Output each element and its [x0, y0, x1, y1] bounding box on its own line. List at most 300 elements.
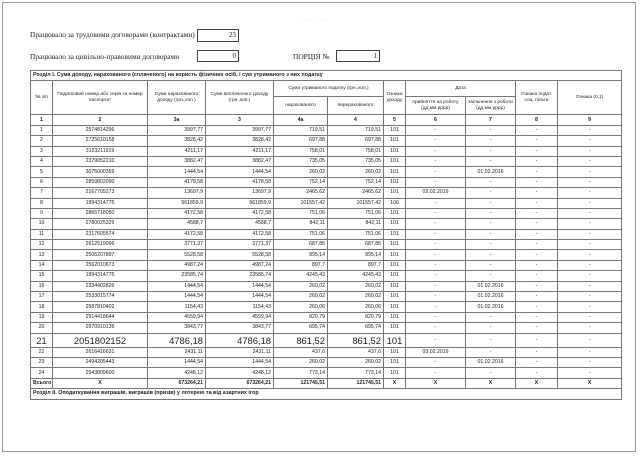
- hire-date: -: [406, 208, 466, 218]
- paid-income: 1444,54: [206, 281, 274, 291]
- dismiss-date: -: [466, 136, 516, 146]
- withheld-transferred: 260,02: [328, 281, 384, 291]
- tax-id: 1894314775: [53, 198, 148, 208]
- table-row: [31, 188, 622, 198]
- tax-id: 2334402826: [53, 281, 148, 291]
- paid-income: 4987,24: [206, 260, 274, 270]
- paid-income: 1444,54: [206, 292, 274, 302]
- privilege: -: [516, 177, 558, 187]
- income-table: [30, 70, 622, 400]
- privilege: -: [516, 323, 558, 333]
- paid-income: 3997,77: [206, 125, 274, 135]
- tax-id: 2612519096: [53, 240, 148, 250]
- total-label: Всього: [31, 378, 53, 388]
- table-row: [31, 292, 622, 302]
- column-number: 6: [406, 115, 466, 125]
- accrued-income: 4172,58: [148, 229, 206, 239]
- withheld-accrued: 687,85: [274, 240, 328, 250]
- hire-date: -: [406, 146, 466, 156]
- withheld-accrued: 751,06: [274, 208, 328, 218]
- accrued-income: 2431,11: [148, 347, 206, 357]
- withheld-transferred: 260,02: [328, 292, 384, 302]
- dismiss-date: -: [466, 271, 516, 281]
- withheld-accrued: 751,06: [274, 229, 328, 239]
- hire-date: -: [406, 312, 466, 322]
- row-number: 18: [31, 302, 53, 312]
- accrued-income: 3771,37: [148, 240, 206, 250]
- row-number: 14: [31, 260, 53, 270]
- income-sign: 101: [384, 323, 406, 333]
- row-number: 22: [31, 347, 53, 357]
- header-income-sign: Ознака доходу: [384, 81, 406, 115]
- withheld-transferred: 687,85: [328, 240, 384, 250]
- hire-date: -: [406, 260, 466, 270]
- withheld-accrued: 260,02: [274, 167, 328, 177]
- sign: -: [558, 146, 622, 156]
- column-number: 5: [384, 115, 406, 125]
- hire-date: -: [406, 156, 466, 166]
- withheld-transferred: 695,74: [328, 323, 384, 333]
- header-hire-date: прийняття на роботу (дд.мм.рррр): [406, 97, 466, 115]
- hire-date: -: [406, 177, 466, 187]
- tax-id: 2725610158: [53, 136, 148, 146]
- accrued-income: 1154,43: [148, 302, 206, 312]
- table-row: [31, 347, 622, 357]
- total-withheld-accrued: 121745,51: [274, 378, 328, 388]
- header-no: № з/п: [31, 81, 53, 115]
- paid-income: 3828,42: [206, 136, 274, 146]
- income-sign: 101: [384, 357, 406, 367]
- income-sign: 101: [384, 312, 406, 322]
- privilege: -: [516, 250, 558, 260]
- hire-date: -: [406, 167, 466, 177]
- privilege: -: [516, 292, 558, 302]
- tax-id: 2051802152: [53, 333, 148, 347]
- row-number: 3: [31, 146, 53, 156]
- table-row: [31, 167, 622, 177]
- paid-income: 4248,12: [206, 368, 274, 378]
- column-number: 2: [53, 115, 148, 125]
- dismiss-date: -: [466, 188, 516, 198]
- table-row: [31, 208, 622, 218]
- header-tax-id: Податковий номер або серія та номер паспорта*: [53, 81, 148, 115]
- accrued-income: 4987,24: [148, 260, 206, 270]
- accrued-income: 3997,77: [148, 125, 206, 135]
- sign: -: [558, 188, 622, 198]
- hire-date: -: [406, 271, 466, 281]
- worked-civil-value: 0: [197, 50, 239, 62]
- table-row: [31, 333, 622, 347]
- row-number: 10: [31, 219, 53, 229]
- tax-id: 2494205443: [53, 357, 148, 367]
- withheld-transferred: 751,06: [328, 208, 384, 218]
- privilege: -: [516, 281, 558, 291]
- header-paid-income: Сума виплаченого доходу (грн.,коп.): [206, 81, 274, 115]
- withheld-accrued: 697,88: [274, 136, 328, 146]
- dismiss-date: -: [466, 260, 516, 270]
- tax-id: 2574814296: [53, 125, 148, 135]
- withheld-accrued: 260,02: [274, 292, 328, 302]
- table-row: [31, 198, 622, 208]
- row-number: 23: [31, 357, 53, 367]
- withheld-transferred: 260,02: [328, 167, 384, 177]
- dismiss-date: -: [466, 125, 516, 135]
- income-sign: 101: [384, 146, 406, 156]
- dismiss-date: -: [466, 323, 516, 333]
- accrued-income: 4559,94: [148, 312, 206, 322]
- row-number: 16: [31, 281, 53, 291]
- privilege: -: [516, 357, 558, 367]
- table-row: [31, 136, 622, 146]
- sign: -: [558, 219, 622, 229]
- withheld-accrued: 719,51: [274, 125, 328, 135]
- dismiss-date: -: [466, 347, 516, 357]
- hire-date: -: [406, 292, 466, 302]
- income-sign: 101: [384, 250, 406, 260]
- sign: -: [558, 177, 622, 187]
- withheld-accrued: 752,14: [274, 177, 328, 187]
- accrued-income: 4172,58: [148, 208, 206, 218]
- sign: -: [558, 156, 622, 166]
- income-sign: 101: [384, 302, 406, 312]
- sign: -: [558, 368, 622, 378]
- tax-id: 2865718050: [53, 208, 148, 218]
- dismiss-date: 01.02.2016: [466, 302, 516, 312]
- tax-id: 2317605574: [53, 229, 148, 239]
- income-sign: 101: [384, 188, 406, 198]
- sign: -: [558, 271, 622, 281]
- dismiss-date: -: [466, 333, 516, 347]
- withheld-transferred: 719,51: [328, 125, 384, 135]
- hire-date: -: [406, 219, 466, 229]
- section-1-title: Розділ I. Сума доходу, нарахованого (сплаченого) на користь фізичних осіб, і сум утриманого з них податку: [31, 71, 622, 81]
- income-sign: 101: [384, 260, 406, 270]
- income-sign: 101: [384, 136, 406, 146]
- paid-income: 13697,9: [206, 188, 274, 198]
- row-number: 1: [31, 125, 53, 135]
- tax-id: 2914418644: [53, 312, 148, 322]
- withheld-accrued: 735,05: [274, 156, 328, 166]
- column-number: 8: [516, 115, 558, 125]
- sign: -: [558, 229, 622, 239]
- tax-id: 3123211919: [53, 146, 148, 156]
- accrued-income: 3843,77: [148, 323, 206, 333]
- dismiss-date: -: [466, 146, 516, 156]
- paid-income: 3771,37: [206, 240, 274, 250]
- income-sign: 101: [384, 368, 406, 378]
- withheld-accrued: 820,79: [274, 312, 328, 322]
- hire-date: 03.02.2016: [406, 347, 466, 357]
- privilege: -: [516, 302, 558, 312]
- sign: -: [558, 136, 622, 146]
- tax-id: 2167705273: [53, 188, 148, 198]
- table-row: [31, 260, 622, 270]
- privilege: -: [516, 219, 558, 229]
- hire-date: -: [406, 198, 466, 208]
- paid-income: 4211,17: [206, 146, 274, 156]
- withheld-transferred: 842,11: [328, 219, 384, 229]
- tax-id: 2616416631: [53, 347, 148, 357]
- privilege: -: [516, 125, 558, 135]
- total-withheld-transferred: 121745,51: [328, 378, 384, 388]
- income-sign: 101: [384, 281, 406, 291]
- withheld-accrued: 995,14: [274, 250, 328, 260]
- income-sign: 101: [384, 271, 406, 281]
- header-dismiss-date: звільнення з роботи (дд.мм.рррр): [466, 97, 516, 115]
- sign: -: [558, 240, 622, 250]
- hire-date: -: [406, 302, 466, 312]
- withheld-transferred: 897,7: [328, 260, 384, 270]
- sign: -: [558, 167, 622, 177]
- income-sign: 106: [384, 198, 406, 208]
- income-sign: 101: [384, 125, 406, 135]
- header-transferred: перерахованого: [328, 97, 384, 115]
- dismiss-date: -: [466, 177, 516, 187]
- paid-income: 1444,54: [206, 167, 274, 177]
- accrued-income: 4211,17: [148, 146, 206, 156]
- withheld-transferred: 735,05: [328, 156, 384, 166]
- paid-income: 3882,47: [206, 156, 274, 166]
- header-withheld-tax: Сума утриманого податку (грн.,коп.): [274, 81, 384, 97]
- withheld-transferred: 260,02: [328, 357, 384, 367]
- privilege: -: [516, 260, 558, 270]
- tax-id: 2970910136: [53, 323, 148, 333]
- withheld-transferred: 861,52: [328, 333, 384, 347]
- tax-id: 2587810402: [53, 302, 148, 312]
- privilege: -: [516, 198, 558, 208]
- income-sign: 101: [384, 292, 406, 302]
- sign: -: [558, 250, 622, 260]
- row-number: 6: [31, 177, 53, 187]
- dismiss-date: -: [466, 312, 516, 322]
- column-number: 3: [206, 115, 274, 125]
- portion-value: 1: [336, 50, 380, 62]
- privilege: -: [516, 156, 558, 166]
- withheld-accrued: 695,74: [274, 323, 328, 333]
- worked-contracts-label: Працювало за трудовими договорами (контрактами): [30, 30, 195, 39]
- section-2-title: Розділ II. Оподаткування виграшів, виграшів (призів) у лотерею та від азартних ігор: [31, 389, 622, 399]
- withheld-transferred: 995,14: [328, 250, 384, 260]
- total-paid-income: 673264,21: [206, 378, 274, 388]
- table-row: [31, 323, 622, 333]
- withheld-transferred: 4245,43: [328, 271, 384, 281]
- withheld-accrued: 437,6: [274, 347, 328, 357]
- column-number: 3а: [148, 115, 206, 125]
- withheld-accrued: 260,06: [274, 302, 328, 312]
- paid-income: 23585,74: [206, 271, 274, 281]
- hire-date: -: [406, 323, 466, 333]
- sign: -: [558, 357, 622, 367]
- hire-date: -: [406, 229, 466, 239]
- withheld-accrued: 4245,43: [274, 271, 328, 281]
- row-number: 17: [31, 292, 53, 302]
- accrued-income: 5528,58: [148, 250, 206, 260]
- table-row: [31, 368, 622, 378]
- accrued-income: 23585,74: [148, 271, 206, 281]
- accrued-income: 3828,42: [148, 136, 206, 146]
- privilege: -: [516, 271, 558, 281]
- table-row: [31, 281, 622, 291]
- paid-income: 561859,9: [206, 198, 274, 208]
- tax-id: 1894314775: [53, 271, 148, 281]
- tax-id: 2533015774: [53, 292, 148, 302]
- table-row: [31, 250, 622, 260]
- withheld-transferred: 697,88: [328, 136, 384, 146]
- income-sign: 101: [384, 167, 406, 177]
- hire-date: -: [406, 333, 466, 347]
- withheld-accrued: 260,02: [274, 357, 328, 367]
- paid-income: 4559,94: [206, 312, 274, 322]
- sign: -: [558, 281, 622, 291]
- row-number: 8: [31, 198, 53, 208]
- dismiss-date: -: [466, 368, 516, 378]
- table-row: [31, 357, 622, 367]
- income-sign: 101: [384, 240, 406, 250]
- dismiss-date: 01.02.2016: [466, 167, 516, 177]
- withheld-transferred: 752,14: [328, 177, 384, 187]
- privilege: -: [516, 368, 558, 378]
- accrued-income: 13697,9: [148, 188, 206, 198]
- table-row: [31, 302, 622, 312]
- accrued-income: 4588,7: [148, 219, 206, 229]
- income-sign: 101: [384, 333, 406, 347]
- dismiss-date: -: [466, 229, 516, 239]
- accrued-income: 1444,54: [148, 167, 206, 177]
- table-row: [31, 146, 622, 156]
- withheld-accrued: 861,52: [274, 333, 328, 347]
- tax-id: 2543809600: [53, 368, 148, 378]
- row-number: 19: [31, 312, 53, 322]
- sign: -: [558, 208, 622, 218]
- withheld-accrued: 897,7: [274, 260, 328, 270]
- dismiss-date: -: [466, 198, 516, 208]
- portion-label: ПОРЦІЯ №: [293, 52, 330, 61]
- row-number: 21: [31, 333, 53, 347]
- withheld-transferred: 260,06: [328, 302, 384, 312]
- hire-date: -: [406, 125, 466, 135]
- hire-date: -: [406, 281, 466, 291]
- sign: -: [558, 302, 622, 312]
- paid-income: 3843,77: [206, 323, 274, 333]
- hire-date: 02.02.2016: [406, 188, 466, 198]
- privilege: -: [516, 240, 558, 250]
- paid-income: 4588,7: [206, 219, 274, 229]
- paid-income: 1154,43: [206, 302, 274, 312]
- column-number: 4а: [274, 115, 328, 125]
- table-row: [31, 125, 622, 135]
- privilege: -: [516, 229, 558, 239]
- column-number: 9: [558, 115, 622, 125]
- paid-income: 4178,58: [206, 177, 274, 187]
- paid-income: 4786,18: [206, 333, 274, 347]
- dismiss-date: 01.02.2016: [466, 292, 516, 302]
- tax-id: 2379052210: [53, 156, 148, 166]
- column-number: 1: [31, 115, 53, 125]
- table-row: [31, 229, 622, 239]
- withheld-accrued: 2465,62: [274, 188, 328, 198]
- total-sign: X: [558, 378, 622, 388]
- row-number: 24: [31, 368, 53, 378]
- dismiss-date: -: [466, 250, 516, 260]
- row-number: 15: [31, 271, 53, 281]
- row-number: 5: [31, 167, 53, 177]
- row-number: 4: [31, 156, 53, 166]
- column-number: 4: [328, 115, 384, 125]
- hire-date: -: [406, 368, 466, 378]
- row-number: 2: [31, 136, 53, 146]
- tax-id: 2859802090: [53, 177, 148, 187]
- sign: -: [558, 333, 622, 347]
- withheld-accrued: 842,11: [274, 219, 328, 229]
- sign: -: [558, 312, 622, 322]
- withheld-transferred: 2465,62: [328, 188, 384, 198]
- worked-contracts-value: 23: [197, 29, 239, 42]
- tax-id: 2562010673: [53, 260, 148, 270]
- table-row: [31, 240, 622, 250]
- withheld-accrued: 101557,42: [274, 198, 328, 208]
- accrued-income: 4178,58: [148, 177, 206, 187]
- row-number: 12: [31, 240, 53, 250]
- hire-date: -: [406, 357, 466, 367]
- header-privilege: Ознака подат. соц. пільги: [516, 81, 558, 115]
- accrued-income: 1444,54: [148, 292, 206, 302]
- sign: -: [558, 198, 622, 208]
- accrued-income: 561859,9: [148, 198, 206, 208]
- privilege: -: [516, 312, 558, 322]
- income-sign: 101: [384, 208, 406, 218]
- row-number: 13: [31, 250, 53, 260]
- privilege: -: [516, 146, 558, 156]
- privilege: -: [516, 208, 558, 218]
- accrued-income: 3882,47: [148, 156, 206, 166]
- total-row: [31, 378, 622, 388]
- hire-date: -: [406, 240, 466, 250]
- row-number: 20: [31, 323, 53, 333]
- privilege: -: [516, 167, 558, 177]
- sign: -: [558, 125, 622, 135]
- table-row: [31, 219, 622, 229]
- dismiss-date: 01.02.2016: [466, 281, 516, 291]
- accrued-income: 4786,18: [148, 333, 206, 347]
- sign: -: [558, 323, 622, 333]
- paid-income: 5528,58: [206, 250, 274, 260]
- withheld-accrued: 758,01: [274, 146, 328, 156]
- paid-income: 1444,54: [206, 357, 274, 367]
- dismiss-date: -: [466, 240, 516, 250]
- total-dismiss-date: X: [466, 378, 516, 388]
- withheld-accrued: 773,14: [274, 368, 328, 378]
- total-accrued-income: 673264,21: [148, 378, 206, 388]
- table-row: [31, 156, 622, 166]
- income-sign: 101: [384, 156, 406, 166]
- header-accrued: нарахованого: [274, 97, 328, 115]
- income-sign: 101: [384, 229, 406, 239]
- privilege: -: [516, 333, 558, 347]
- table-row: [31, 271, 622, 281]
- accrued-income: 1444,54: [148, 357, 206, 367]
- tax-id: 2780025329: [53, 219, 148, 229]
- privilege: -: [516, 136, 558, 146]
- total-x: X: [53, 378, 148, 388]
- privilege: -: [516, 347, 558, 357]
- tax-id: 2505207897: [53, 250, 148, 260]
- dismiss-date: -: [466, 208, 516, 218]
- income-sign: 101: [384, 219, 406, 229]
- withheld-transferred: 758,01: [328, 146, 384, 156]
- withheld-transferred: 751,06: [328, 229, 384, 239]
- accrued-income: 4248,12: [148, 368, 206, 378]
- column-number: 7: [466, 115, 516, 125]
